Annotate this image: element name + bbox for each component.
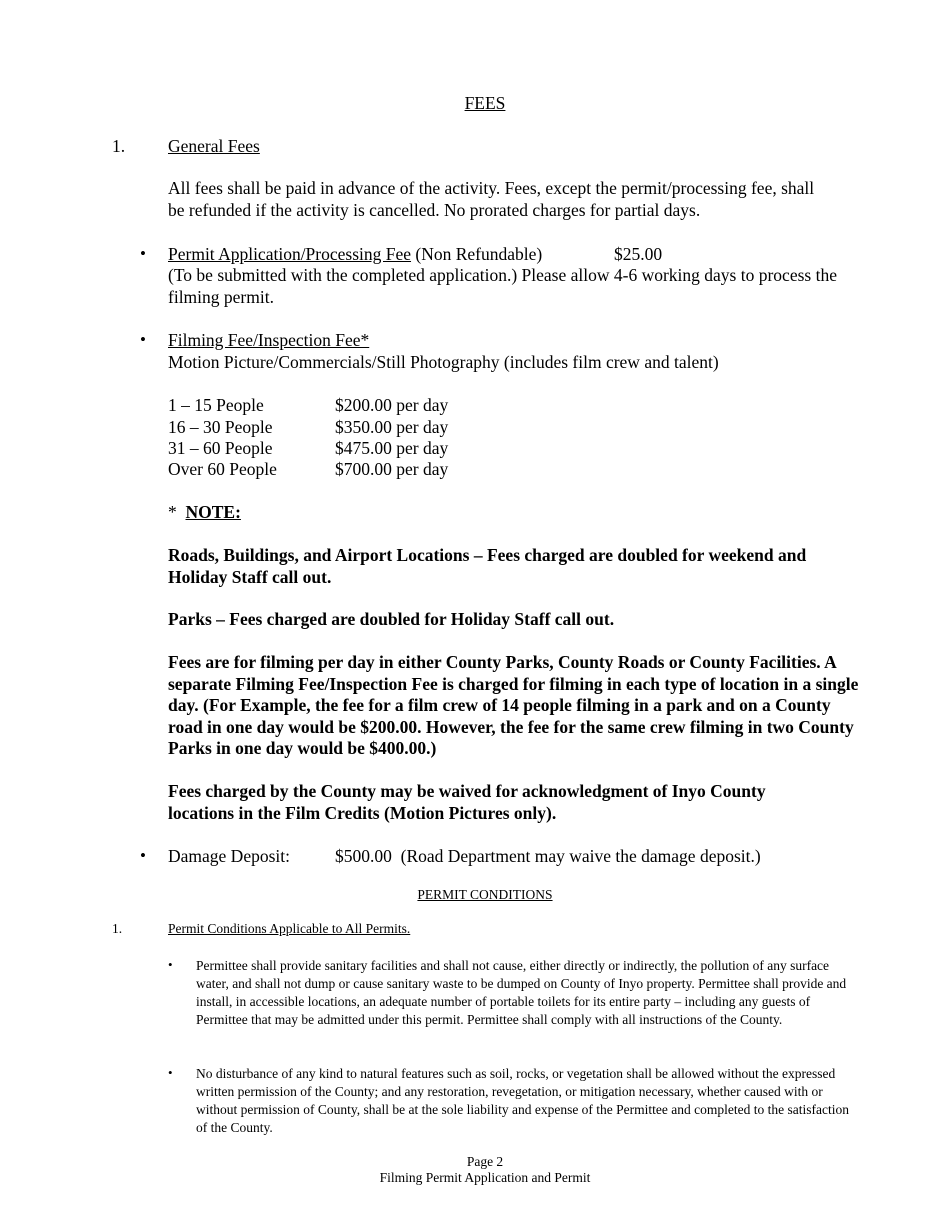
permit-fee-qualifier: (Non Refundable) xyxy=(415,244,543,264)
rate-value: $350.00 per day xyxy=(335,417,449,437)
permit-fee-amount: $25.00 xyxy=(614,244,663,264)
note-heading xyxy=(168,502,241,524)
note-per-day: Fees are for filming per day in either County Parks, County Roads or County Facilities. A separate Filming Fee/Inspection Fee is charged for filming in each type of location in a single day. (For Example, the fee for a film crew of 14 people filming in a park and on a County road in one day would be $200.00. However, the fee for the same crew filming in two County Parks in one day would be $400.00.) xyxy=(168,652,859,758)
note-star: * xyxy=(168,502,177,522)
permit-conditions-number: 1. xyxy=(112,921,123,936)
bullet-icon: • xyxy=(168,1065,173,1080)
rate-people: 1 – 15 People xyxy=(168,395,264,415)
rate-people: 16 – 30 People xyxy=(168,417,273,437)
permit-conditions-heading: Permit Conditions Applicable to All Permits. xyxy=(168,921,411,936)
general-number: 1. xyxy=(112,136,126,156)
general-heading: General Fees xyxy=(168,136,260,156)
rate-people: Over 60 People xyxy=(168,459,277,479)
bullet-icon: • xyxy=(140,330,146,349)
condition-item: No disturbance of any kind to natural features such as soil, rocks, or vegetation shall be allowed without the expressed written permission of the County; and any restoration, revegetation, or mitigation necessary, whether caused with or without permission of County, shall be at the sole liability and expense of the Permittee and completed to the satisfaction of the County. xyxy=(196,1066,849,1135)
filming-fee-description: Motion Picture/Commercials/Still Photography (includes film crew and talent) xyxy=(168,352,719,372)
filming-fee-label: Filming Fee/Inspection Fee* xyxy=(168,330,370,350)
permit-conditions-title: PERMIT CONDITIONS xyxy=(417,887,553,902)
footer-page-number: Page 2 xyxy=(466,1154,504,1169)
bullet-icon: • xyxy=(168,957,173,972)
damage-deposit-note: (Road Department may waive the damage deposit.) xyxy=(400,846,761,866)
general-intro: All fees shall be paid in advance of the activity. Fees, except the permit/processing fee, shall be refunded if the activity is cancelled. No prorated charges for partial days. xyxy=(168,178,815,220)
bullet-icon: • xyxy=(140,244,146,263)
note-label: NOTE: xyxy=(185,502,241,522)
rate-value: $475.00 per day xyxy=(335,438,449,458)
note-parks: Parks – Fees charged are doubled for Holiday Staff call out. xyxy=(168,609,615,629)
rate-value: $200.00 per day xyxy=(335,395,449,415)
damage-deposit-amount: $500.00 xyxy=(335,846,392,866)
note-waived: Fees charged by the County may be waived for acknowledgment of Inyo County locations in the Film Credits (Motion Pictures only). xyxy=(168,781,766,823)
footer-document-title: Filming Permit Application and Permit xyxy=(379,1170,591,1185)
damage-deposit-value xyxy=(335,846,761,868)
condition-item: Permittee shall provide sanitary facilities and shall not cause, either directly or indirectly, the pollution of any surface water, and shall not dump or cause sanitary waste to be dumped on County of Inyo property. Permittee shall provide and install, in accessible locations, an adequate number of portable toilets for its entire party – including any guests of Permittee that may be admitted under this permit. Permittee shall comply with all instructions of the County. xyxy=(196,958,847,1027)
note-roads: Roads, Buildings, and Airport Locations – Fees charged are doubled for weekend and Holiday Staff call out. xyxy=(168,545,807,587)
permit-fee-note: (To be submitted with the completed application.) Please allow 4-6 working days to process the filming permit. xyxy=(168,265,837,307)
fees-title: FEES xyxy=(464,93,506,113)
permit-fee-line xyxy=(168,244,542,266)
rate-people: 31 – 60 People xyxy=(168,438,273,458)
damage-deposit-label: Damage Deposit: xyxy=(168,846,290,866)
bullet-icon: • xyxy=(140,846,146,865)
permit-fee-label: Permit Application/Processing Fee xyxy=(168,244,412,264)
rate-value: $700.00 per day xyxy=(335,459,449,479)
